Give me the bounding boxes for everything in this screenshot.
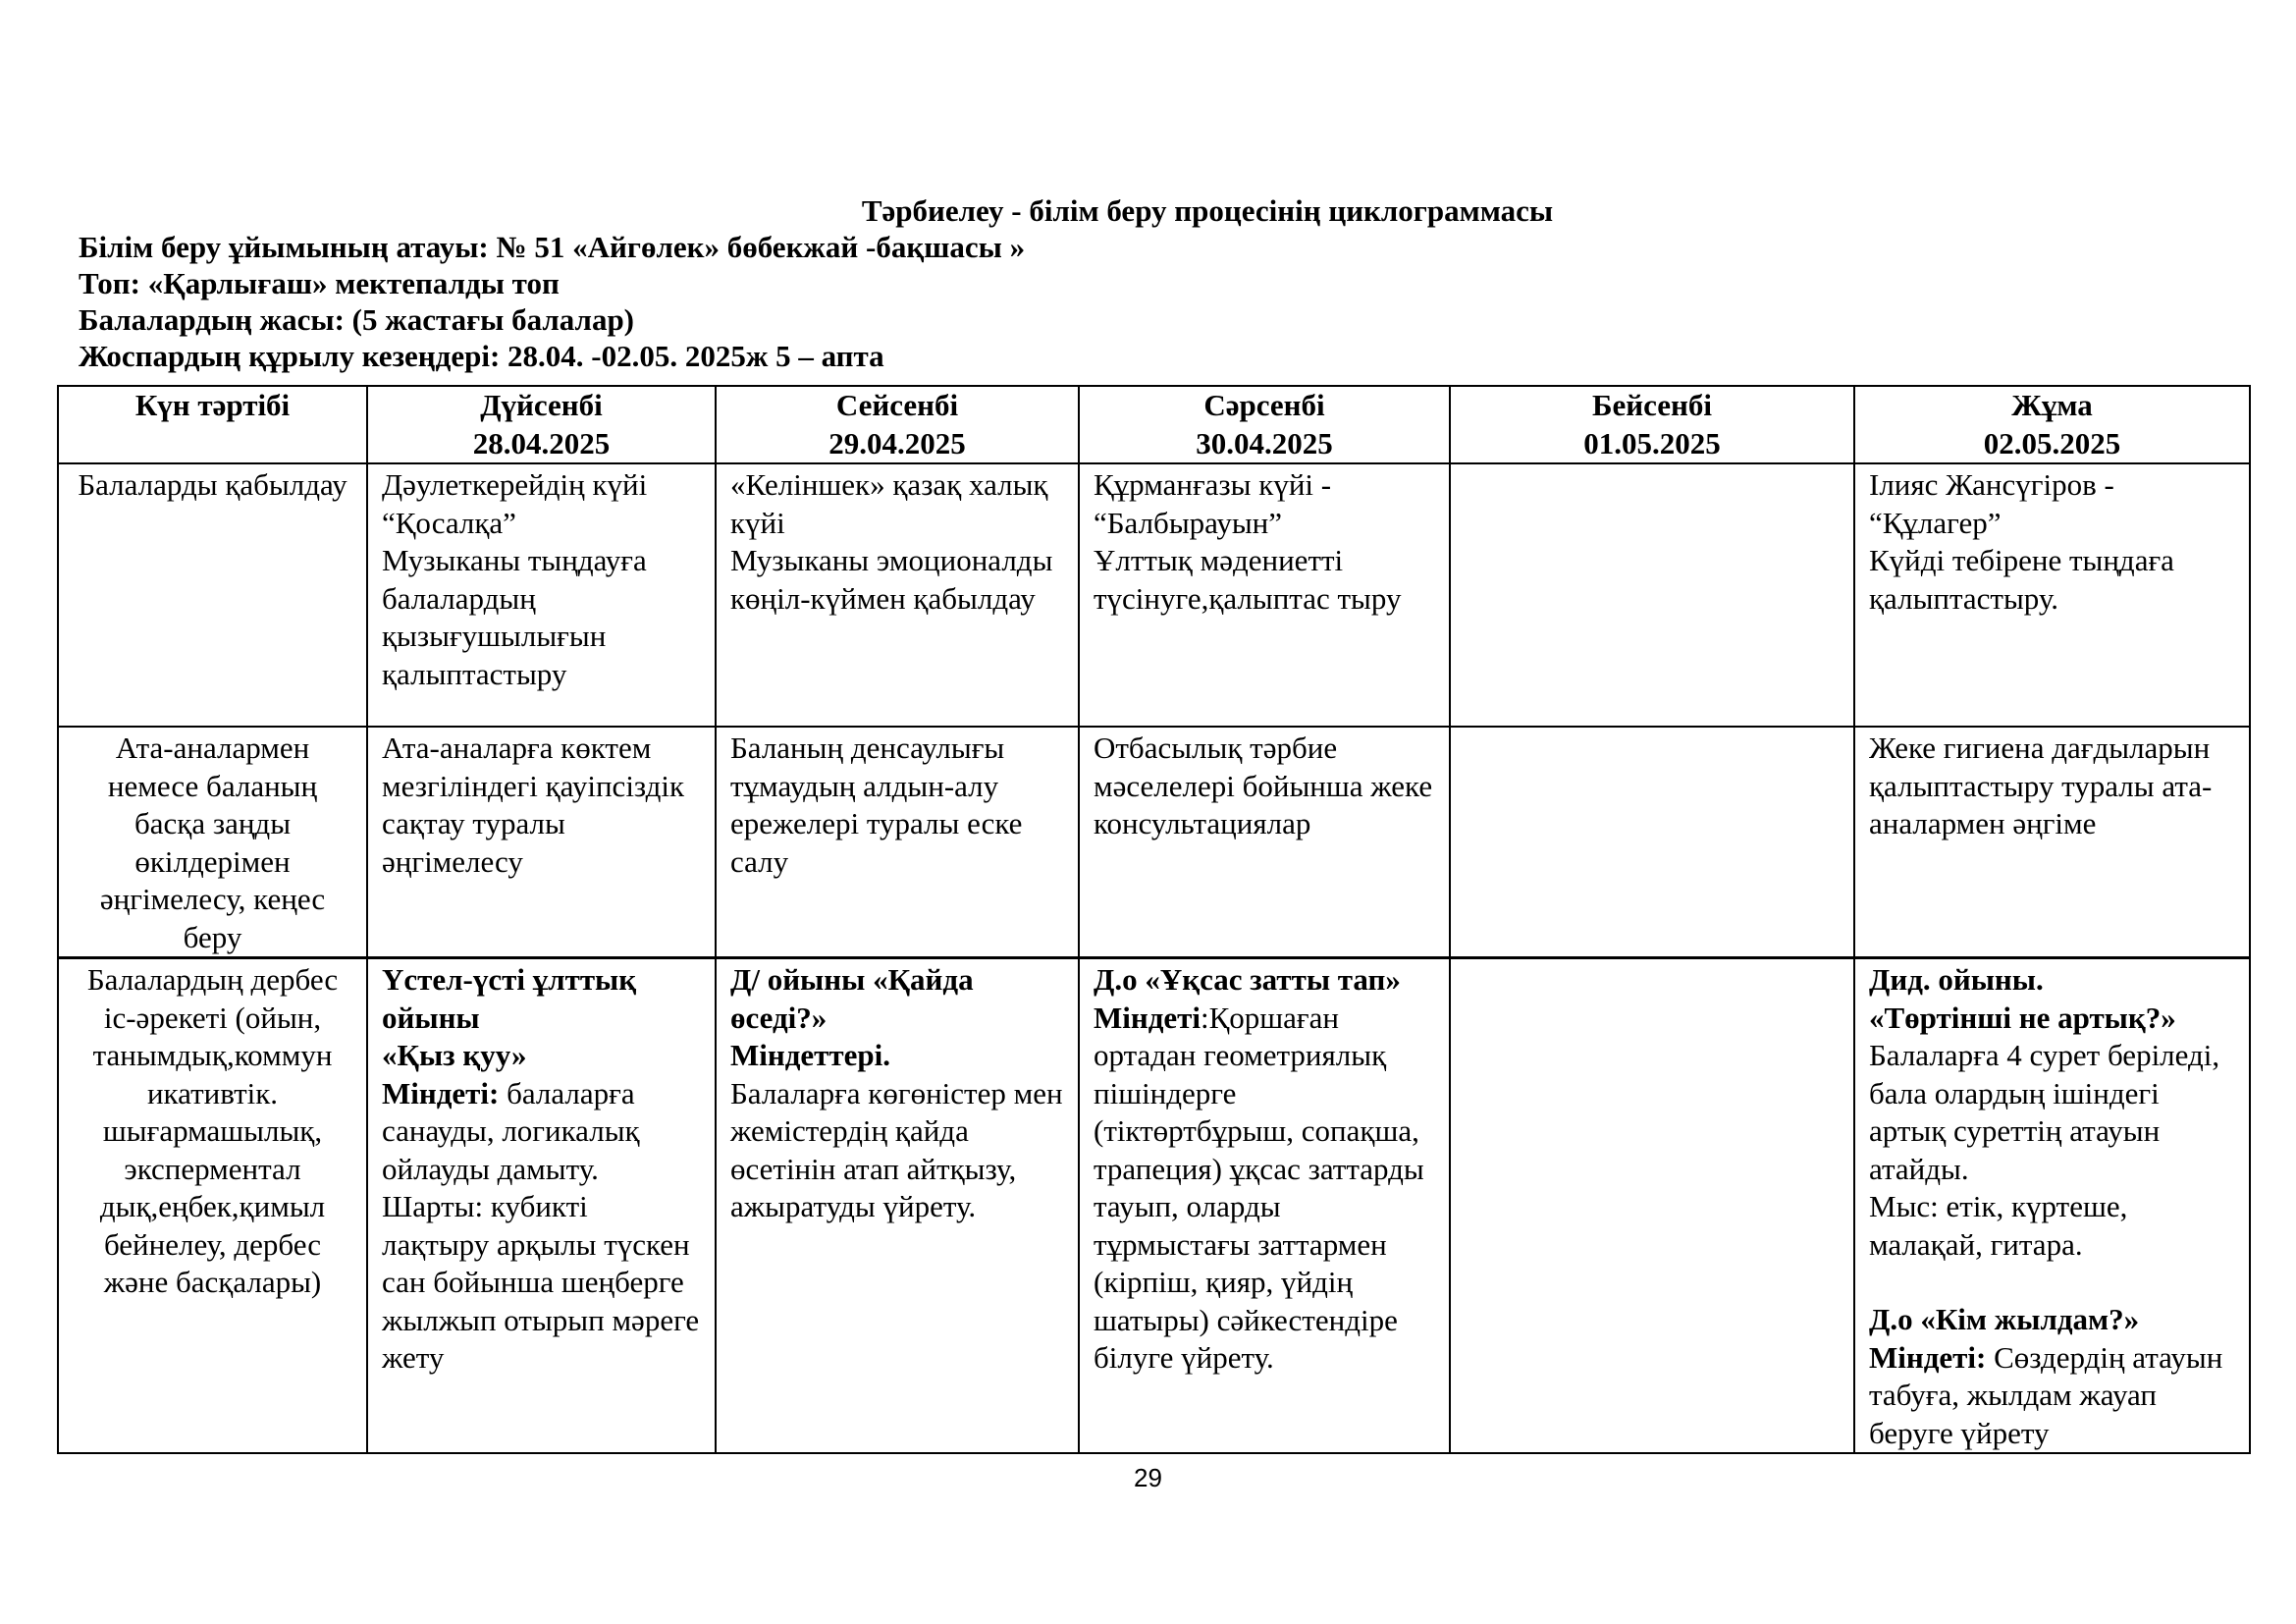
- table-row-activities: [58, 958, 2250, 1454]
- monday-cell: Ата-аналарға көктем мезгіліндегі қауіпсіздік сақтау туралы әңгімелесу: [367, 727, 716, 958]
- regime-cell: Балалардың дербес іс-әрекеті (ойын, танымдық,коммун икативтік. шығармашылық, эксперментал дық,еңбек,қимыл бейнелеу, дербес және басқалары): [58, 958, 367, 1454]
- activity-line: «Келіншек» қазақ халық күйі: [730, 467, 1048, 540]
- column-header-monday: [367, 386, 716, 463]
- rules-text: Шарты: кубикті лақтыру арқылы түскен сан бойынша шеңберге жылжып отырып мәреге жету: [382, 1189, 700, 1375]
- column-header-thursday: [1450, 386, 1854, 463]
- column-header-wednesday: [1079, 386, 1450, 463]
- task-description: Сөздердің атауын табуға, жылдам жауап беруге үйрету: [1869, 1339, 2223, 1450]
- column-header-friday: [1854, 386, 2250, 463]
- column-header-tuesday: [716, 386, 1079, 463]
- column-name: Сәрсенбі: [1203, 388, 1325, 422]
- table-row-parents: [58, 727, 2250, 958]
- column-name: Сейсенбі: [835, 388, 959, 422]
- wednesday-cell: [1079, 463, 1450, 727]
- document-title: Тәрбиелеу - білім беру процесінің циклограммасы: [861, 193, 1554, 228]
- activity-line: Ілияс Жансүгіров -: [1869, 467, 2114, 502]
- task-description: Балаларға көгөністер мен жемістердің қайда өсетінін атап айтқызу, ажыратуды үйрету.: [730, 1075, 1063, 1223]
- activity-line: Құрманғазы күйі -: [1094, 467, 1332, 502]
- activity-line: “Балбырауын”: [1094, 505, 1283, 540]
- task-label: Міндеті:: [1869, 1339, 1987, 1375]
- group-line: Топ: «Қарлығаш» мектепалды топ: [79, 266, 560, 300]
- game-description: Балаларға 4 сурет беріледі, бала олардың ішіндегі артық суреттің атауын атайды.: [1869, 1038, 2220, 1186]
- task-label: Міндеттері.: [730, 1038, 890, 1072]
- game-title: Үстел-үсті ұлттық ойыны: [382, 962, 637, 1035]
- task-description: :Қоршаған ортадан геометриялық пішіндерге (тіктөртбұрыш, сопақша, трапеция) ұқсас заттарды тауып, оларды тұрмыстағы заттармен (кірпіш, қияр, үйдің шатыры) сәйкестендіре білуге үйрету.: [1094, 1000, 1424, 1375]
- column-date: 28.04.2025: [472, 425, 611, 460]
- thursday-cell: [1450, 463, 1854, 727]
- column-name: Жұма: [2011, 388, 2093, 422]
- regime-cell: Балаларды қабылдау: [58, 463, 367, 727]
- activity-line: Музыканы эмоционалды көңіл-күймен қабылдау: [730, 543, 1053, 616]
- tuesday-cell: [716, 463, 1079, 727]
- task-text: [1869, 1339, 2235, 1453]
- game-title: Д.о «Кім жылдам?»: [1869, 1302, 2140, 1336]
- monday-cell: [367, 463, 716, 727]
- column-name: Бейсенбі: [1592, 388, 1712, 422]
- game-title: Д.о «Ұқсас затты тап»: [1094, 962, 1401, 997]
- friday-cell: [1854, 463, 2250, 727]
- column-date: 02.05.2025: [1983, 425, 2121, 460]
- age-line: Балалардың жасы: (5 жастағы балалар): [79, 302, 635, 337]
- organization-line: Білім беру ұйымының атауы: № 51 «Айгөлек» бөбекжай -бақшасы »: [79, 230, 1026, 264]
- document-header: [79, 192, 2248, 374]
- column-header-regime: [58, 386, 367, 463]
- column-name: Дүйсенбі: [480, 388, 603, 422]
- friday-cell: Жеке гигиена дағдыларын қалыптастыру туралы ата-аналармен әңгіме: [1854, 727, 2250, 958]
- column-date: 29.04.2025: [828, 425, 966, 460]
- game-name: «Төртінші не артық?»: [1869, 1000, 2176, 1035]
- wednesday-cell: [1079, 958, 1450, 1454]
- spacer: [1869, 1264, 2235, 1301]
- period-line: Жоспардың құрылу кезеңдері: 28.04. -02.05. 2025ж 5 – апта: [79, 339, 884, 373]
- task-description: балаларға санауды, логикалық ойлауды дамыту.: [382, 1075, 640, 1186]
- thursday-cell: [1450, 958, 1854, 1454]
- task-text: [382, 1075, 701, 1189]
- game-title: Дид. ойыны.: [1869, 962, 2044, 997]
- task-label: Міндеті:: [382, 1075, 500, 1110]
- activity-line: Дәулеткерейдің күйі: [382, 467, 648, 502]
- activity-line: “Құлагер”: [1869, 505, 2002, 540]
- game-title: Д/ ойыны «Қайда өседі?»: [730, 962, 974, 1035]
- tuesday-cell: Баланың денсаулығы тұмаудың алдын-алу ережелері туралы еске салу: [716, 727, 1079, 958]
- monday-cell: [367, 958, 716, 1454]
- table-header-row: [58, 386, 2250, 463]
- schedule-table: [57, 385, 2251, 1454]
- page-number: 29: [1134, 1463, 1162, 1492]
- table-row-reception: [58, 463, 2250, 727]
- game-name: «Қыз қуу»: [382, 1038, 527, 1072]
- wednesday-cell: Отбасылық тәрбие мәселелері бойынша жеке консультациялар: [1079, 727, 1450, 958]
- activity-line: “Қосалқа”: [382, 505, 516, 540]
- column-date: 30.04.2025: [1196, 425, 1333, 460]
- column-name: Күн тәртібі: [134, 388, 291, 422]
- regime-cell: Ата-аналармен немесе баланың басқа заңды өкілдерімен әңгімелесу, кеңес беру: [58, 727, 367, 958]
- activity-line: Күйді тебірене тыңдаға қалыптастыру.: [1869, 543, 2174, 616]
- game-example: Мыс: етік, күртеше, малақай, гитара.: [1869, 1189, 2128, 1262]
- activity-line: Музыканы тыңдауға балалардың қызығушылығын қалыптастыру: [382, 543, 647, 691]
- task-label: Міндеті: [1094, 1000, 1201, 1035]
- task-text: [1094, 1000, 1435, 1378]
- friday-cell: [1854, 958, 2250, 1454]
- column-date: 01.05.2025: [1583, 425, 1721, 460]
- tuesday-cell: [716, 958, 1079, 1454]
- thursday-cell: [1450, 727, 1854, 958]
- activity-line: Ұлттық мәдениетті түсінуге,қалыптас тыру: [1094, 543, 1402, 616]
